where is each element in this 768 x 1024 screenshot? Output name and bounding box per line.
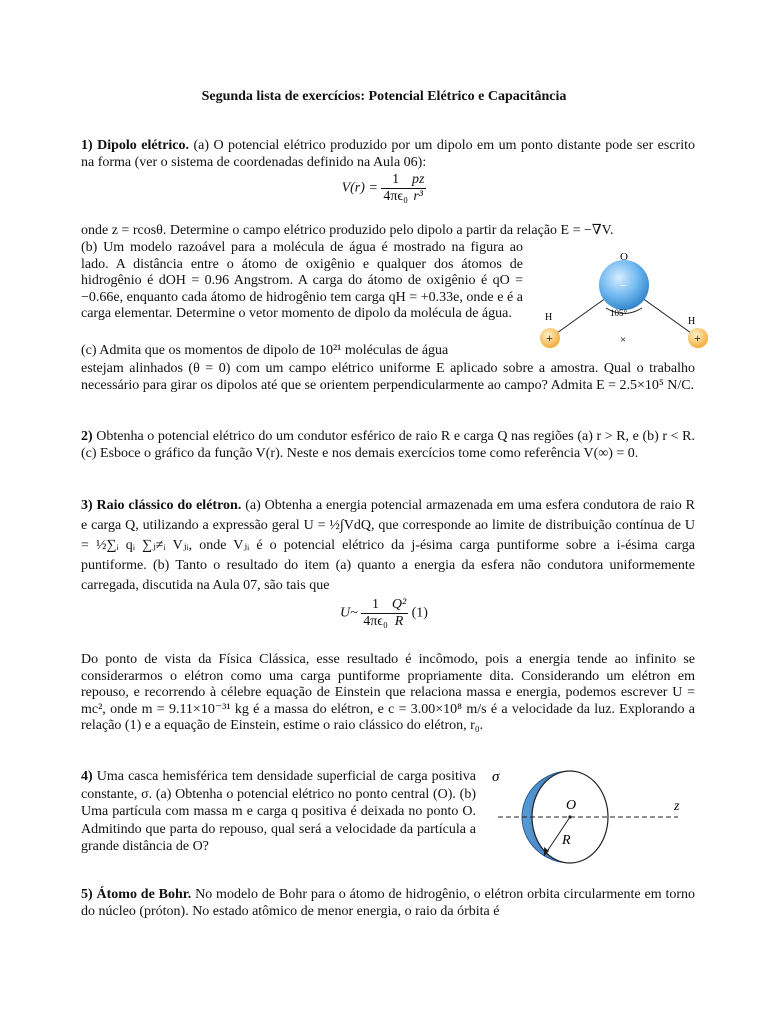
problem-1-part-b: (b) Um modelo razoável para a molécula de água é mostrado na figura ao lado. A distância entre o átomo de oxigênio e qualquer dos átomos de hidrogênio é dOH = 0.96 Angstrom. A carga do átomo de oxigênio é qO = −0.66e, enquanto cada átomo de hidrogênio tem carga qH = +0.33e, onde e é a carga elementar. Determine o vetor momento de dipolo da molécula de água.	[81, 240, 523, 321]
problem-2-text: Obtenha o potencial elétrico do um condutor esférico de raio R e carga Q nas regiões (a) r > R, e (b) r < R. (c) Esboce o gráfico da função V(r). Neste e nos demais exercícios tome como referência V(∞) = 0.	[81, 429, 695, 461]
problem-3-discussion: Do ponto de vista da Física Clássica, esse resultado é incômodo, pois a energia tende ao infinito se considerarmos o elétron como uma carga puntiforme propriamente dita. Considerando um elétron em repouso, e recorrendo à célebre equação de Einstein que relaciona massa e energia, podemos escrever U = mc², onde m = 9.11×10⁻³¹ kg é a massa do elétron, e c = 3.00×10⁸ m/s é a velocidade da luz. Explorando a relação (1) e a equação de Einstein, estime o raio clássico do elétron, r₀.	[81, 652, 695, 733]
problem-2	[81, 429, 695, 462]
problem-1-part-a: (a) O potencial elétrico produzido por um dipolo em um ponto distante pode ser escrito na forma (ver o sistema de coordenadas definido na Aula 06):	[81, 138, 696, 170]
fraction: $\frac{pz}{\text{r³}}$	[411, 172, 425, 204]
oxygen-label: O	[620, 251, 628, 263]
equation-dipole-potential	[0, 172, 768, 205]
problem-1-part-c: estejam alinhados (θ = 0) com um campo elétrico uniforme E aplicado sobre a amostra. Qual o trabalho necessário para girar os dipolos até que se orientem perpendicularmente ao campo? Admita E = 2.5×10⁵ N/C.	[81, 361, 695, 393]
fraction: $\frac{1}{\text{4πϵ₀}}$	[363, 597, 388, 629]
problem-4-heading: 4)	[81, 769, 93, 784]
page-title: Segunda lista de exercícios: Potencial Elétrico e Capacitância	[201, 89, 567, 104]
hemisphere-shell-figure	[488, 763, 693, 868]
hydrogen-charge-left: +	[546, 331, 553, 345]
problem-1-heading: 1) Dipolo elétrico.	[81, 138, 190, 153]
problem-3-part-a	[81, 496, 695, 596]
z-axis-label: z	[674, 799, 680, 814]
sigma-label: σ	[492, 769, 500, 785]
problem-2-heading: 2)	[81, 429, 93, 444]
problem-1-part-c-start: (c) Admita que os momentos de dipolo de 10²¹ moléculas de água	[81, 343, 449, 358]
radius-label: R	[562, 833, 571, 848]
problem-3-heading: 3) Raio clássico do elétron.	[81, 498, 242, 513]
problem-5-heading: 5) Átomo de Bohr.	[81, 887, 192, 902]
problem-4	[81, 768, 476, 856]
problem-5	[81, 887, 695, 920]
problem-4-text: Uma casca hemisférica tem densidade superficial de carga positiva constante, σ. (a) Obtenha o potencial elétrico no ponto central (O). (b) Uma partícula com massa m e carga q positiva é deixada no ponto O. Admitindo que parta do repouso, qual será a velocidade da partícula a grande distância de O?	[81, 769, 476, 854]
equation-tag: (1)	[411, 605, 428, 621]
center-label: O	[566, 798, 577, 813]
problem-3-text: (a) Obtenha a energia potencial armazenada em uma esfera condutora de raio R e carga Q, utilizando a expressão geral U = ½∫VdQ, que corresponde ao limite de distribuição contínua de U = ½∑ᵢ qᵢ ∑ⱼ≠ᵢ Vⱼᵢ, onde Vⱼᵢ é o potencial elétrico da j-ésima carga puntiforme sobre a i-ésima carga puntiforme. (b) Tanto o resultado do item (a) quanto a energia da esfera não condutora uniformemente carregada, discutida na Aula 07, são tais que	[81, 498, 696, 593]
equation-energy	[0, 597, 768, 630]
problem-1-after-equation: onde z = rcosθ. Determine o campo elétrico produzido pelo dipolo a partir da relação E = −∇V.	[81, 223, 614, 238]
angle-label: 105°	[610, 308, 628, 318]
water-molecule-figure	[530, 245, 720, 355]
fraction: $\frac{\text{Q²}}{R}$	[391, 597, 407, 629]
problem-1-intro	[81, 138, 695, 171]
equation-lhs: V(r) =	[341, 180, 378, 196]
fraction: $\frac{1}{\text{4πϵ₀}}$	[383, 172, 408, 204]
hydrogen-label-left: H	[545, 312, 553, 323]
hydrogen-charge-right: +	[694, 331, 701, 345]
hydrogen-label-right: H	[688, 316, 696, 327]
equation-lhs: U~	[340, 605, 358, 621]
oxygen-charge: −	[620, 278, 628, 293]
problem-5-text: No modelo de Bohr para o átomo de hidrogênio, o elétron orbita circularmente em torno do núcleo (próton). No estado atômico de menor energia, o raio da órbita é	[81, 887, 696, 919]
center-mark: ×	[620, 334, 627, 346]
